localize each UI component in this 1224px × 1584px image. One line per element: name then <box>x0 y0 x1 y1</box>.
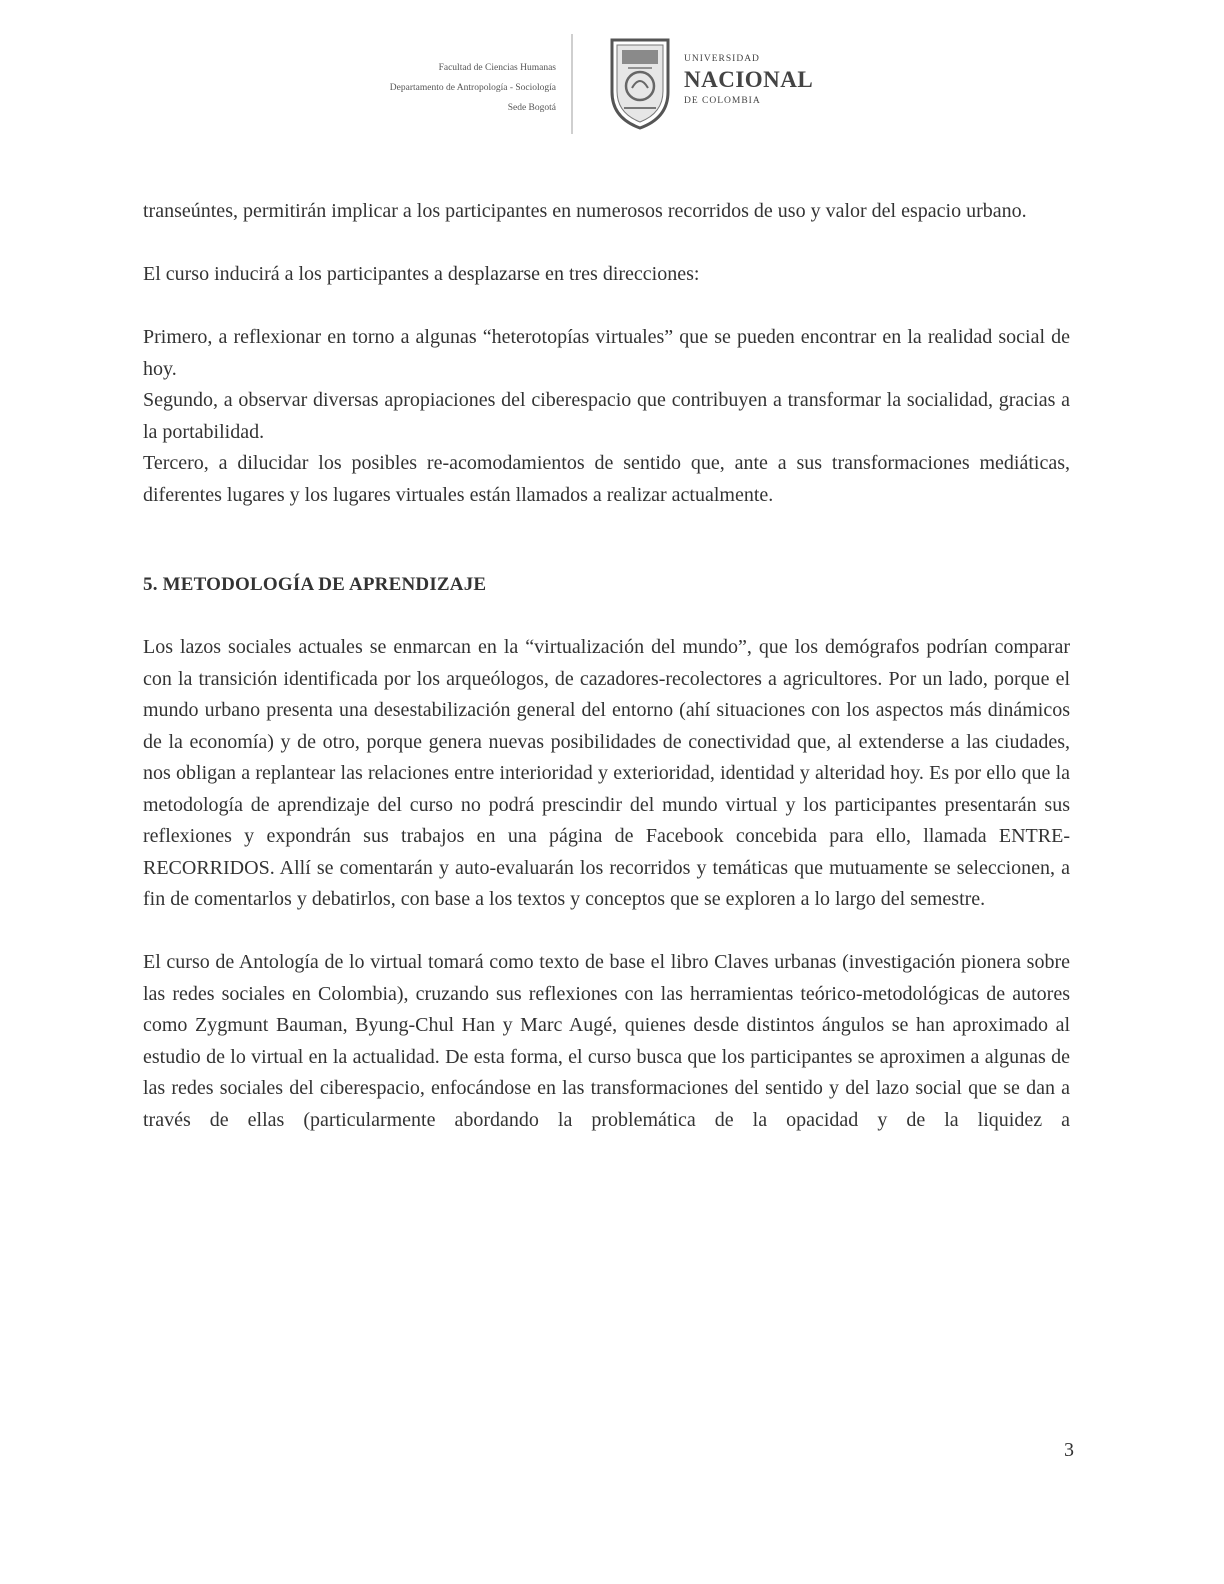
university-name-line2: NACIONAL <box>684 67 814 92</box>
university-name <box>684 52 834 108</box>
page-number: 3 <box>1064 1439 1074 1461</box>
faculty-block <box>360 58 556 118</box>
body-paragraph: El curso de Antología de lo virtual tomará como texto de base el libro Claves urbanas (investigación pionera sobre las redes sociales en Colombia), cruzando sus reflexiones con las herramientas teórico-metodológicas de autores como Zygmunt Bauman, Byung-Chul Han y Marc Augé, quienes desde distintos ángulos se han aproximado al estudio de lo virtual en la actualidad. De esta forma, el curso busca que los participantes se aproximen a algunas de las redes sociales del ciberespacio, enfocándose en las transformaciones del sentido y del lazo social que se dan a través de ellas (particularmente abordando la problemática de la opacidad y de la liquidez a <box>143 951 1070 1131</box>
continuation-paragraph: transeúntes, permitirán implicar a los participantes en numerosos recorridos de uso y valor del espacio urbano. <box>143 200 1027 222</box>
directions-intro: El curso inducirá a los participantes a desplazarse en tres direcciones: <box>143 263 700 285</box>
faculty-line: Sede Bogotá <box>507 103 556 113</box>
faculty-line: Facultad de Ciencias Humanas <box>438 63 556 73</box>
document-body <box>143 196 1070 1136</box>
header-divider <box>571 34 573 134</box>
direction-item: Primero, a reflexionar en torno a algunas “heterotopías virtuales” que se pueden encontrar en la realidad social de hoy. <box>143 326 1070 380</box>
university-name-line3: DE COLOMBIA <box>684 96 761 106</box>
faculty-line: Departamento de Antropología - Sociología <box>389 83 556 93</box>
section-heading: 5. METODOLOGÍA DE APRENDIZAJE <box>143 574 487 595</box>
direction-item: Segundo, a observar diversas apropiaciones del ciberespacio que contribuyen a transformar la socialidad, gracias a la portabilidad. <box>143 389 1070 443</box>
university-seal-icon <box>606 34 674 132</box>
body-paragraph: Los lazos sociales actuales se enmarcan en la “virtualización del mundo”, que los demógrafos podrían comparar con la transición identificada por los arqueólogos, de cazadores-recolectores a agricultores. Por un lado, porque el mundo urbano presenta una desestabilización general del entorno (ahí situaciones con los aspectos más dinámicos de la economía) y de otro, porque genera nuevas posibilidades de conectividad que, al extenderse a las ciudades, nos obligan a replantear las relaciones entre interioridad y exterioridad, identidad y alteridad hoy. Es por ello que la metodología de aprendizaje del curso no podrá prescindir del mundo virtual y los participantes presentarán sus reflexiones y expondrán sus trabajos en una página de Facebook concebida para ello, llamada ENTRE-RECORRIDOS. Allí se comentarán y auto-evaluarán los recorridos y temáticas que mutuamente se seleccionen, a fin de comentarlos y debatirlos, con base a los textos y conceptos que se exploren a lo largo del semestre. <box>143 636 1070 910</box>
direction-item: Tercero, a dilucidar los posibles re-acomodamientos de sentido que, ante a sus transformaciones mediáticas, diferentes lugares y los lugares virtuales están llamados a realizar actualmente. <box>143 452 1070 506</box>
university-name-line1: UNIVERSIDAD <box>684 54 760 64</box>
